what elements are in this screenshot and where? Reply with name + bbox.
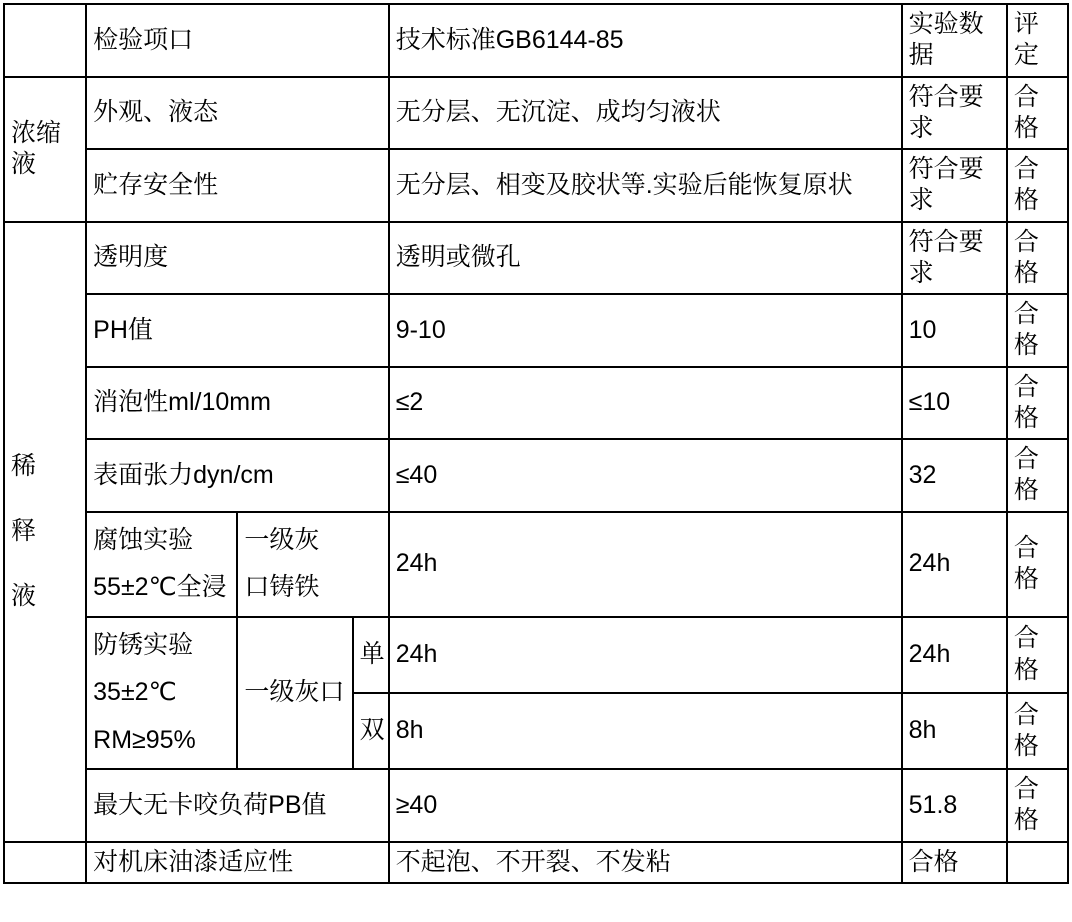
table-row	[4, 842, 1068, 883]
row-item-line-1: 防锈实验	[93, 630, 194, 659]
group-label-char-2: 释	[11, 517, 37, 545]
group-label-spacer	[4, 842, 86, 883]
row-verdict: 合格	[1007, 222, 1068, 295]
row-item: 最大无卡咬负荷PB值	[86, 769, 389, 842]
table-row	[4, 769, 1068, 842]
row-result: 24h	[902, 512, 1007, 617]
row-result: 符合要求	[902, 77, 1007, 150]
table-row	[4, 367, 1068, 440]
row-item-line-2: 35±2℃	[93, 678, 177, 706]
table-row	[4, 77, 1068, 150]
row-item: PH值	[86, 294, 389, 367]
row-standard: 24h	[389, 512, 902, 617]
header-result: 实验数据	[902, 4, 1007, 77]
row-verdict: 合格	[1007, 149, 1068, 222]
row-verdict: 合格	[1007, 367, 1068, 440]
row-item-corrosion	[86, 512, 237, 617]
row-subitem-corrosion	[237, 512, 388, 617]
row-result: 8h	[902, 693, 1007, 769]
row-standard: 8h	[389, 693, 902, 769]
row-item: 表面张力dyn/cm	[86, 439, 389, 512]
row-item: 消泡性ml/10mm	[86, 367, 389, 440]
row-subitem-line-2: 口铸铁	[244, 573, 320, 601]
row-verdict: 合格	[1007, 617, 1068, 693]
row-count-double: 双	[353, 693, 389, 769]
group-label-char-3: 液	[11, 582, 37, 610]
row-verdict: 合格	[1007, 769, 1068, 842]
row-verdict: 合格	[1007, 512, 1068, 617]
row-verdict: 合格	[1007, 693, 1068, 769]
row-result: 51.8	[902, 769, 1007, 842]
row-result: 合格	[902, 842, 1007, 883]
group-label-dilution	[4, 222, 86, 842]
inspection-table	[3, 3, 1069, 884]
row-standard: 无分层、无沉淀、成均匀液状	[389, 77, 902, 150]
row-subitem-rust: 一级灰口	[237, 617, 352, 770]
row-item: 对机床油漆适应性	[86, 842, 389, 883]
row-item: 外观、液态	[86, 77, 389, 150]
row-verdict: 合格	[1007, 439, 1068, 512]
row-result: 10	[902, 294, 1007, 367]
row-item-line-2: 55±2℃全浸	[93, 573, 227, 601]
row-item-line-1: 腐蚀实验	[93, 525, 194, 554]
row-standard: ≤2	[389, 367, 902, 440]
row-count-single: 单	[353, 617, 389, 693]
row-result: 32	[902, 439, 1007, 512]
header-verdict: 评定	[1007, 4, 1068, 77]
table-row	[4, 439, 1068, 512]
table-row	[4, 149, 1068, 222]
row-verdict: 合格	[1007, 294, 1068, 367]
table-row	[4, 222, 1068, 295]
corner-cell	[4, 4, 86, 77]
row-standard: 透明或微孔	[389, 222, 902, 295]
row-verdict: 合格	[1007, 77, 1068, 150]
group-label-char-1: 稀	[11, 452, 37, 480]
row-result: 符合要求	[902, 222, 1007, 295]
row-item: 贮存安全性	[86, 149, 389, 222]
group-label-concentrate: 浓缩液	[4, 77, 86, 222]
row-result: 符合要求	[902, 149, 1007, 222]
table-row	[4, 294, 1068, 367]
row-subitem-line-1: 一级灰	[244, 525, 320, 554]
row-standard: 不起泡、不开裂、不发粘	[389, 842, 902, 883]
table-row	[4, 617, 1068, 693]
row-standard: 无分层、相变及胶状等.实验后能恢复原状	[389, 149, 902, 222]
row-standard: 9-10	[389, 294, 902, 367]
header-standard: 技术标准GB6144-85	[389, 4, 902, 77]
row-standard: ≤40	[389, 439, 902, 512]
row-item: 透明度	[86, 222, 389, 295]
row-verdict	[1007, 842, 1068, 883]
row-item-rust	[86, 617, 237, 770]
row-item-line-3: RM≥95%	[93, 725, 196, 754]
table-row	[4, 4, 1068, 77]
header-item: 检验项口	[86, 4, 389, 77]
table-row	[4, 512, 1068, 617]
row-result: ≤10	[902, 367, 1007, 440]
row-standard: ≥40	[389, 769, 902, 842]
row-result: 24h	[902, 617, 1007, 693]
row-standard: 24h	[389, 617, 902, 693]
